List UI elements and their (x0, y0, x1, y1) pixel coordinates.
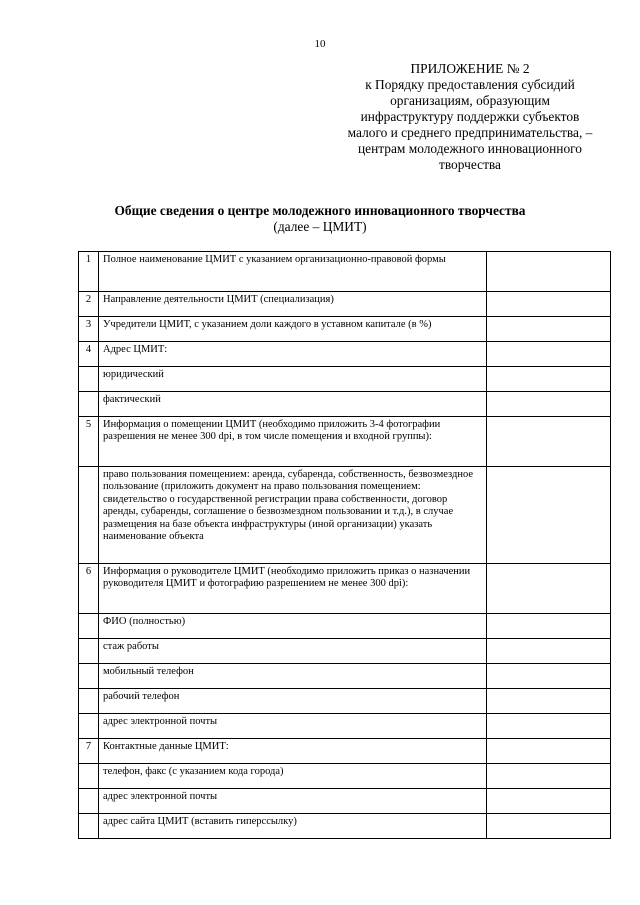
row-number: 3 (79, 317, 99, 342)
row-value-cell[interactable] (487, 367, 611, 392)
appendix-line: малого и среднего предпринимательства, – (347, 125, 593, 140)
row-label: адрес электронной почты (99, 714, 487, 739)
row-label: Направление деятельности ЦМИТ (специализация) (99, 292, 487, 317)
row-label: право пользования помещением: аренда, субаренда, собственность, безвозмездное пользование (приложить документ на право пользования помещением: свидетельство о государственной регистрации права собственности, договор аренды, субаренды, соглашение о безвозмездном пользовании и т.д.), в случае размещения на базе объекта инфраструктуры (иной организации) указать наименование объекта (99, 467, 487, 564)
row-label: телефон, факс (с указанием кода города) (99, 764, 487, 789)
table-row (79, 689, 611, 714)
row-value-cell[interactable] (487, 639, 611, 664)
row-value-cell[interactable] (487, 317, 611, 342)
row-number: 4 (79, 342, 99, 367)
row-value-cell[interactable] (487, 739, 611, 764)
row-value-cell[interactable] (487, 664, 611, 689)
row-number: 1 (79, 252, 99, 292)
appendix-line: инфраструктуру поддержки субъектов (360, 109, 580, 124)
appendix-line: центрам молодежного инновационного (358, 141, 582, 156)
row-label: адрес сайта ЦМИТ (вставить гиперссылку) (99, 814, 487, 839)
row-label: Адрес ЦМИТ: (99, 342, 487, 367)
appendix-line: ПРИЛОЖЕНИЕ № 2 (410, 61, 530, 76)
title-sub: (далее – ЦМИТ) (273, 219, 367, 234)
row-number: 6 (79, 564, 99, 614)
row-value-cell[interactable] (487, 814, 611, 839)
info-table (78, 251, 611, 839)
row-label: ФИО (полностью) (99, 614, 487, 639)
row-label: Информация о руководителе ЦМИТ (необходимо приложить приказ о назначении руководителя ЦМИТ и фотографию разрешением не менее 300 dpi): (99, 564, 487, 614)
row-value-cell[interactable] (487, 292, 611, 317)
row-number: 5 (79, 417, 99, 467)
table-row (79, 342, 611, 367)
row-label: мобильный телефон (99, 664, 487, 689)
table-row (79, 367, 611, 392)
table-row (79, 614, 611, 639)
row-number: 2 (79, 292, 99, 317)
title-main: Общие сведения о центре молодежного инновационного творчества (114, 203, 526, 218)
table-row (79, 664, 611, 689)
row-number (79, 814, 99, 839)
table-row (79, 417, 611, 467)
row-value-cell[interactable] (487, 789, 611, 814)
row-number (79, 392, 99, 417)
row-number: 7 (79, 739, 99, 764)
row-label: стаж работы (99, 639, 487, 664)
row-label: Полное наименование ЦМИТ с указанием организационно-правовой формы (99, 252, 487, 292)
row-number (79, 714, 99, 739)
table-row (79, 317, 611, 342)
table-row (79, 292, 611, 317)
row-number (79, 689, 99, 714)
row-number (79, 614, 99, 639)
row-label: Информация о помещении ЦМИТ (необходимо приложить 3-4 фотографии разрешения не менее 300 dpi, в том числе помещения и входной группы): (99, 417, 487, 467)
table-row (79, 392, 611, 417)
row-value-cell[interactable] (487, 342, 611, 367)
row-number (79, 664, 99, 689)
row-number (79, 639, 99, 664)
row-label: адрес электронной почты (99, 789, 487, 814)
table-row (79, 564, 611, 614)
table-row (79, 714, 611, 739)
table-row (79, 639, 611, 664)
row-number (79, 467, 99, 564)
row-label: рабочий телефон (99, 689, 487, 714)
row-value-cell[interactable] (487, 614, 611, 639)
row-number (79, 764, 99, 789)
row-value-cell[interactable] (487, 764, 611, 789)
appendix-line: творчества (438, 157, 502, 172)
row-value-cell[interactable] (487, 467, 611, 564)
row-value-cell[interactable] (487, 417, 611, 467)
row-label: юридический (99, 367, 487, 392)
table-row (79, 252, 611, 292)
row-label: фактический (99, 392, 487, 417)
row-value-cell[interactable] (487, 689, 611, 714)
row-value-cell[interactable] (487, 252, 611, 292)
row-label: Контактные данные ЦМИТ: (99, 739, 487, 764)
row-value-cell[interactable] (487, 564, 611, 614)
table-row (79, 467, 611, 564)
row-value-cell[interactable] (487, 392, 611, 417)
table-row (79, 739, 611, 764)
row-label: Учредители ЦМИТ, с указанием доли каждого в уставном капитале (в %) (99, 317, 487, 342)
row-number (79, 789, 99, 814)
table-row (79, 789, 611, 814)
appendix-line: к Порядку предоставления субсидий (365, 77, 575, 92)
row-value-cell[interactable] (487, 714, 611, 739)
table-row (79, 814, 611, 839)
appendix-line: организациям, образующим (390, 93, 550, 108)
appendix-header (325, 61, 615, 173)
document-title (0, 203, 640, 235)
row-number (79, 367, 99, 392)
page-number: 10 (314, 38, 326, 50)
table-row (79, 764, 611, 789)
